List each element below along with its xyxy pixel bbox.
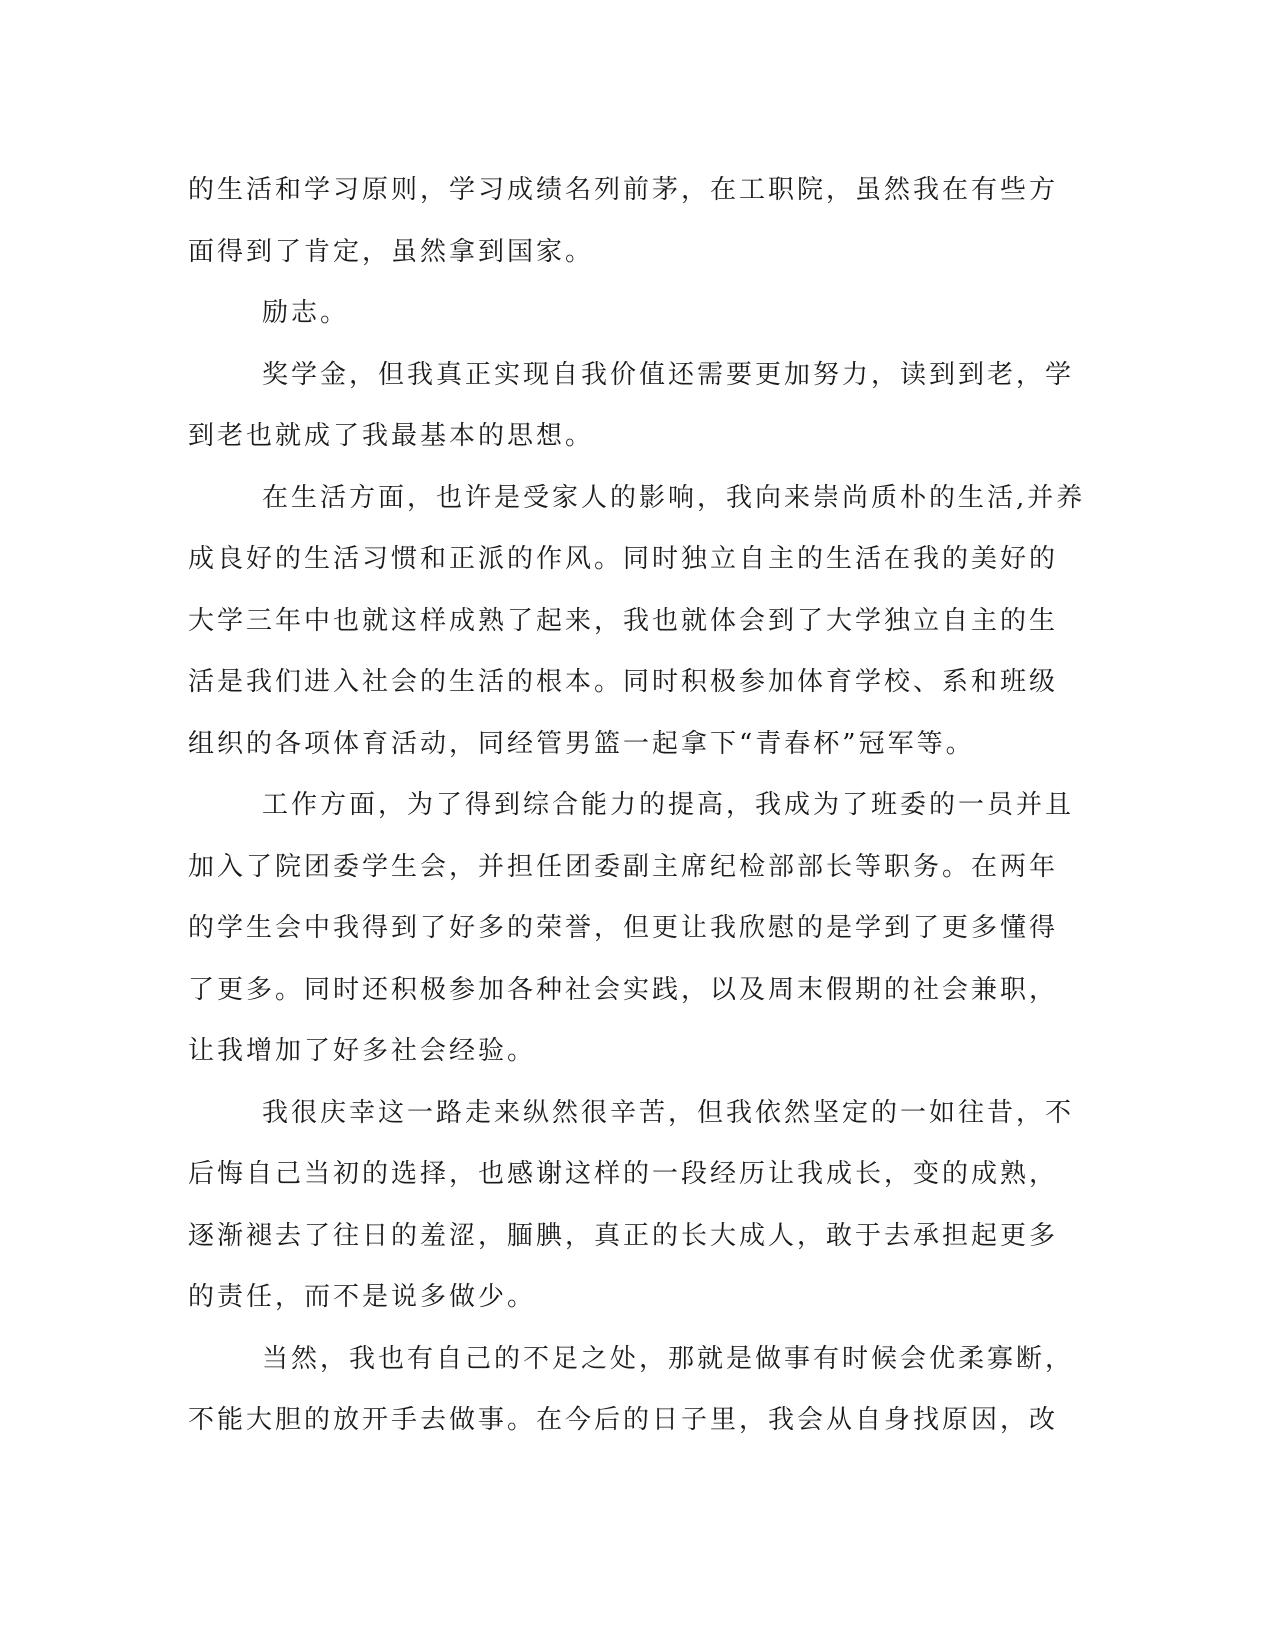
text-line: 让我增加了好多社会经验。 [188,1036,537,1066]
text-line: 的责任，而不是说多做少。 [188,1282,537,1312]
text-line: 到老也就成了我最基本的思想。 [188,421,595,451]
text-line: 后悔自己当初的选择，也感谢这样的一段经历让我成长，变的成熟， [188,1159,1059,1189]
text-line: 奖学金，但我真正实现自我价值还需要更加努力，读到到老，学 [262,359,1075,390]
text-line: 面得到了肯定，虽然拿到国家。 [188,236,595,267]
text-line: 在生活方面，也许是受家人的影响，我向来崇尚质朴的生活,并养 [262,482,1086,513]
text-line: 活是我们进入社会的生活的根本。同时积极参加体育学校、系和班级 [188,667,1059,697]
text-line: 的生活和学习原则，学习成绩名列前茅，在工职院，虽然我在有些方 [188,175,1059,205]
text-line: 逐渐褪去了往日的羞涩，腼腆，真正的长大成人，敢于去承担起更多 [188,1220,1059,1251]
text-line: 工作方面，为了得到综合能力的提高，我成为了班委的一员并且 [262,790,1075,820]
text-line: 成良好的生活习惯和正派的作风。同时独立自主的生活在我的美好的 [188,544,1059,574]
text-line: 大学三年中也就这样成熟了起来，我也就体会到了大学独立自主的生 [188,605,1059,636]
text-line: 加入了院团委学生会，并担任团委副主席纪检部部长等职务。在两年 [188,851,1059,882]
text-line: 励志。 [262,298,350,328]
text-line: 当然，我也有自己的不足之处，那就是做事有时候会优柔寡断， [262,1343,1075,1374]
text-line: 不能大胆的放开手去做事。在今后的日子里，我会从自身找原因，改 [188,1405,1059,1435]
text-line: 了更多。同时还积极参加各种社会实践，以及周末假期的社会兼职， [188,974,1059,1005]
text-line: 我很庆幸这一路走来纵然很辛苦，但我依然坚定的一如往昔，不 [262,1097,1075,1128]
text-line: 组织的各项体育活动，同经管男篮一起拿下“青春杯”冠军等。 [188,728,975,759]
body-text [188,160,1088,1452]
text-line: 的学生会中我得到了好多的荣誉，但更让我欣慰的是学到了更多懂得 [188,913,1059,943]
